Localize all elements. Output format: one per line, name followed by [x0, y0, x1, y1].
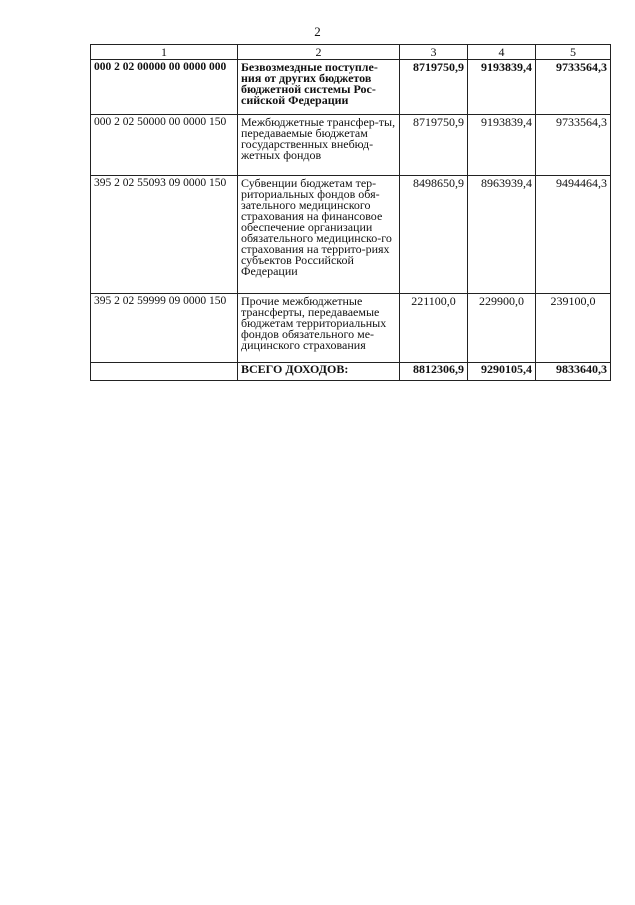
revenue-table: [90, 44, 611, 381]
header-col-4: 4: [468, 45, 536, 60]
header-col-2: 2: [238, 45, 400, 60]
header-col-1: 1: [91, 45, 238, 60]
row-value-col3: 8719750,9: [400, 60, 468, 115]
total-code: [91, 363, 238, 381]
total-label: ВСЕГО ДОХОДОВ:: [238, 363, 400, 381]
row-value-col5: 9733564,3: [536, 60, 611, 115]
row-value-col4: 9193839,4: [468, 115, 536, 176]
row-value-col5: 9733564,3: [536, 115, 611, 176]
row-value-col3: 8719750,9: [400, 115, 468, 176]
row-value-col4: 229900,0: [468, 294, 536, 363]
total-row: [91, 363, 611, 381]
row-code: 000 2 02 50000 00 0000 150: [91, 115, 238, 176]
table-row: [91, 176, 611, 294]
header-row: [91, 45, 611, 60]
table-row: [91, 294, 611, 363]
total-value-col5: 9833640,3: [536, 363, 611, 381]
header-col-5: 5: [536, 45, 611, 60]
row-value-col5: 9494464,3: [536, 176, 611, 294]
total-value-col3: 8812306,9: [400, 363, 468, 381]
row-code: 395 2 02 59999 09 0000 150: [91, 294, 238, 363]
row-description: Прочие межбюджетные трансферты, передаваемые бюджетам территориальных фондов обязательного ме-дицинского страхования: [238, 294, 400, 363]
table-row: [91, 60, 611, 115]
row-value-col3: 221100,0: [400, 294, 468, 363]
total-value-col4: 9290105,4: [468, 363, 536, 381]
row-description: Межбюджетные трансфер-ты, передаваемые бюджетам государственных внебюд-жетных фондов: [238, 115, 400, 176]
page-number: 2: [314, 24, 321, 39]
row-description: Субвенции бюджетам тер-риториальных фондов обя-зательного медицинского страхования на финансовое обеспечение организации обязательного медицинско-го страхования на террито-риях субъектов Российской Федерации: [238, 176, 400, 294]
row-code: 395 2 02 55093 09 0000 150: [91, 176, 238, 294]
row-value-col5: 239100,0: [536, 294, 611, 363]
header-col-3: 3: [400, 45, 468, 60]
row-value-col3: 8498650,9: [400, 176, 468, 294]
table-row: [91, 115, 611, 176]
row-description: Безвозмездные поступле-ния от других бюджетов бюджетной системы Рос-сийской Федерации: [238, 60, 400, 115]
row-value-col4: 9193839,4: [468, 60, 536, 115]
row-value-col4: 8963939,4: [468, 176, 536, 294]
row-code: 000 2 02 00000 00 0000 000: [91, 60, 238, 115]
